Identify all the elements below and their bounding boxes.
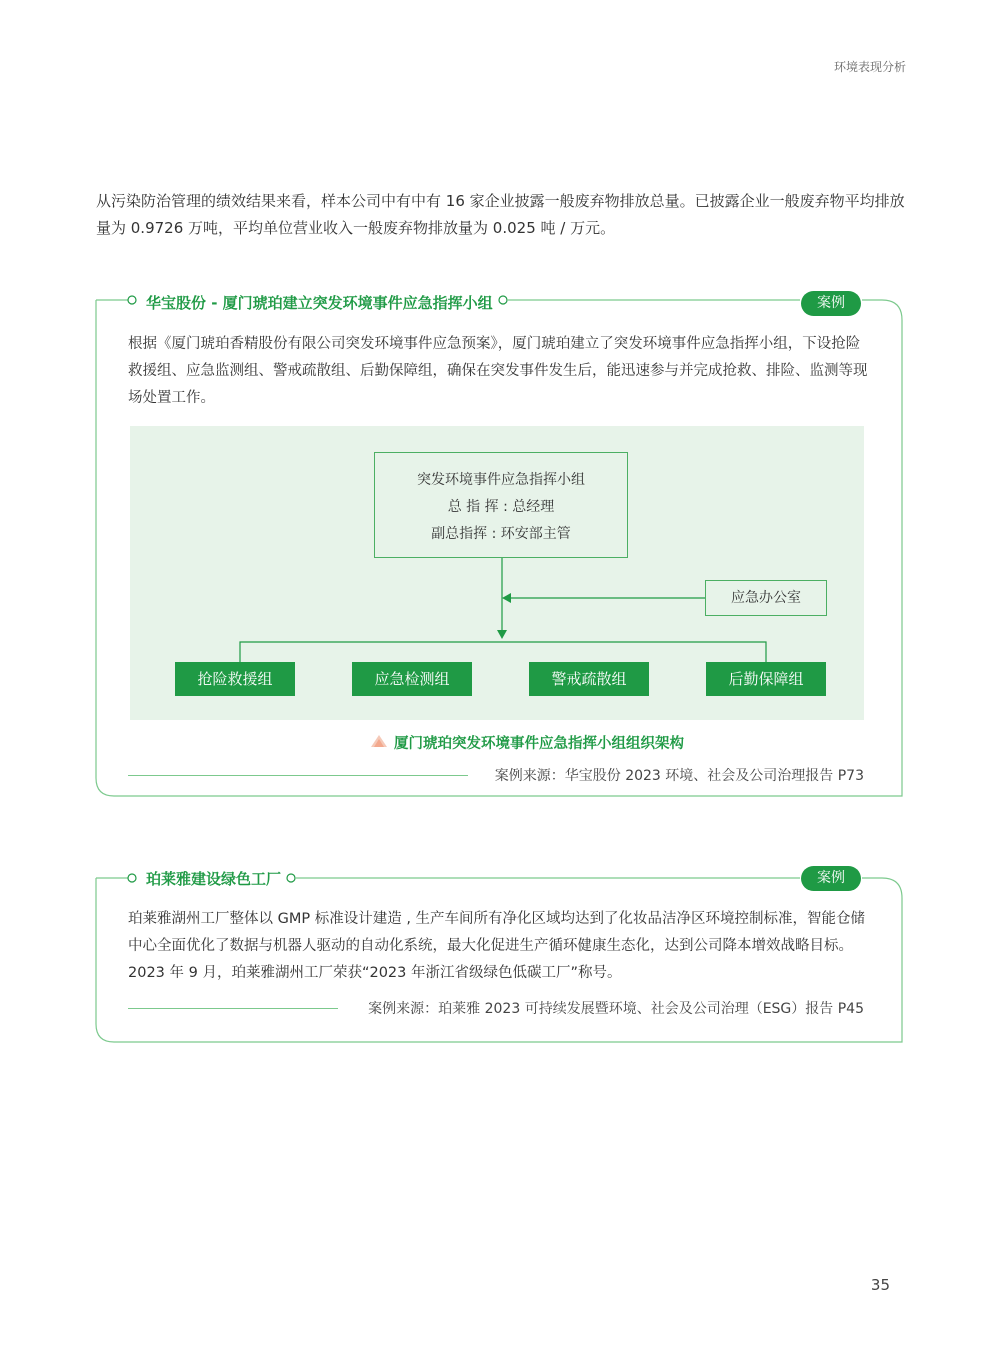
command-group-box <box>374 452 628 558</box>
commander-label: 总 指 挥 : 总经理 <box>447 499 555 515</box>
deputy-commander-label: 副总指挥 : 环安部主管 <box>431 526 571 542</box>
section-title: 环境表现分析 <box>833 60 906 74</box>
case2-badge: 案例 <box>801 866 861 891</box>
case1-body: 根据《厦门琥珀香精股份有限公司突发环境事件应急预案》，厦门琥珀建立了突发环境事件应急指挥小组，下设抢险救援组、应急监测组、警戒疏散组、后勤保障组，确保在突发事件发生后，能迅速参与并完成抢救、排险、监测等现场处置工作。 <box>128 336 868 406</box>
case2-body: 珀莱雅湖州工厂整体以 GMP 标准设计建造 , 生产车间所有净化区域均达到了化妆品洁净区环境控制标准，智能仓储中心全面优化了数据与机器人驱动的自动化系统，最大化促进生产循环健康生态化，达到公司降本增效战略目标。2023 年 9 月，珀莱雅湖州工厂荣获“2023 年浙江省级绿色低碳工厂”称号。 <box>128 911 866 981</box>
intro-paragraph: 从污染防治管理的绩效结果来看，样本公司中有中有 16 家企业披露一般废弃物排放总量。已披露企业一般废弃物平均排放量为 0.9726 万吨，平均单位营业收入一般废弃物排放量为 0.025 吨 / 万元。 <box>96 192 905 237</box>
page-number: 35 <box>870 1276 890 1294</box>
emergency-office-box: 应急办公室 <box>705 580 827 616</box>
caption-triangle-icon <box>370 734 388 748</box>
case1-title: 华宝股份 - 厦门琥珀建立突发环境事件应急指挥小组 <box>142 292 497 313</box>
team-box-rescue: 抢险救援组 <box>175 662 295 696</box>
diagram-caption: 厦门琥珀突发环境事件应急指挥小组组织架构 <box>394 736 684 752</box>
command-group-title: 突发环境事件应急指挥小组 <box>417 472 585 488</box>
team-box-monitoring: 应急检测组 <box>352 662 472 696</box>
case2-title: 珀莱雅建设绿色工厂 <box>142 868 285 889</box>
case1-badge: 案例 <box>801 291 861 316</box>
team-box-evacuation: 警戒疏散组 <box>529 662 649 696</box>
case1-source-rule <box>128 775 468 776</box>
case1-source: 案例来源：华宝股份 2023 环境、社会及公司治理报告 P73 <box>485 765 864 785</box>
case2-source: 案例来源：珀莱雅 2023 可持续发展暨环境、社会及公司治理（ESG）报告 P45 <box>358 998 864 1018</box>
case2-source-rule <box>128 1008 338 1009</box>
team-box-logistics: 后勤保障组 <box>706 662 826 696</box>
org-chart <box>130 426 864 720</box>
